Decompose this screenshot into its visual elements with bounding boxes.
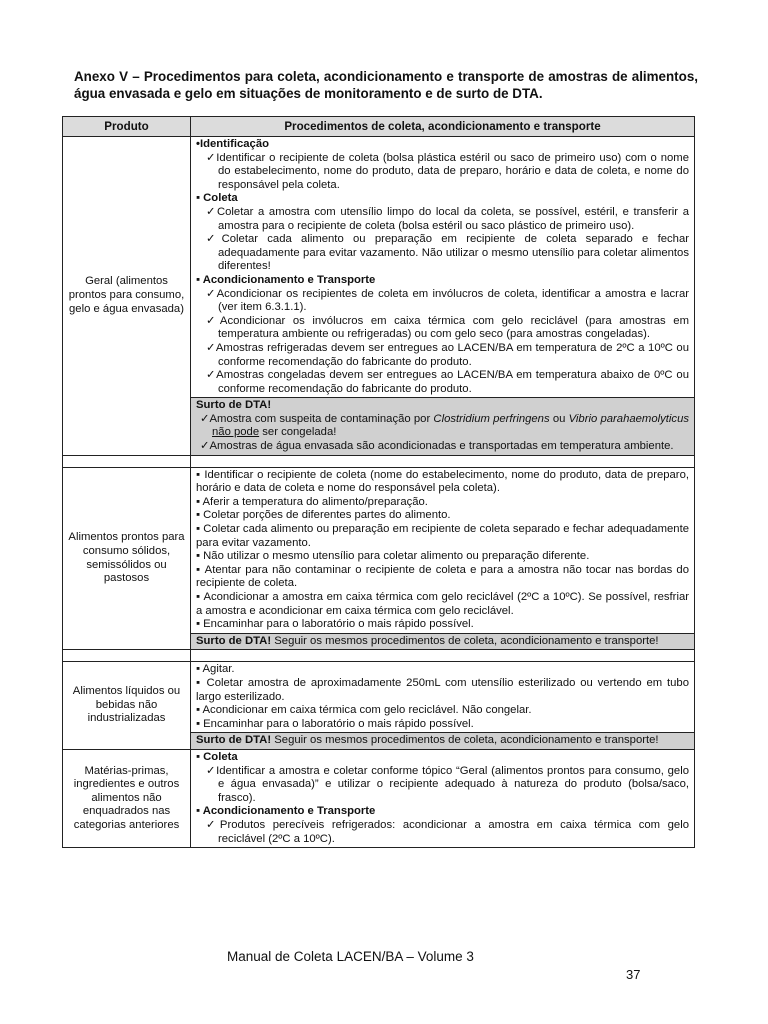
product-cell: Geral (alimentos prontos para consumo, gelo e água envasada) <box>63 137 191 456</box>
product-cell: Alimentos líquidos ou bebidas não industrializadas <box>63 662 191 750</box>
section-heading: ▪ Acondicionamento e Transporte <box>196 805 376 818</box>
procedures-cell <box>191 749 695 847</box>
procedures-cell <box>191 467 695 633</box>
check-item: ✓Coletar cada alimento ou preparação em recipiente de coleta separado e fechar adequadamente para evitar vazamento. Não utilizar o mesmo utensílio para coletar alimentos diferentes! <box>206 233 689 273</box>
table-row <box>63 749 695 847</box>
annex-title: Anexo V – Procedimentos para coleta, acondicionamento e transporte de amostras de alimentos, água envasada e gelo em situações de monitoramento e de surto de DTA. <box>74 69 698 101</box>
outbreak-cell: Surto de DTA! Seguir os mesmos procedimentos de coleta, acondicionamento e transporte! <box>191 633 695 650</box>
table-header-row <box>63 117 695 137</box>
page-number: 37 <box>626 967 641 982</box>
procedures-cell <box>191 137 695 398</box>
list-item: ▪ Não utilizar o mesmo utensílio para coletar alimento ou preparação diferente. <box>196 550 590 563</box>
list-item: ▪ Encaminhar para o laboratório o mais rápido possível. <box>196 618 474 631</box>
outbreak-cell <box>191 398 695 455</box>
check-item: ✓Identificar a amostra e coletar conforme tópico “Geral (alimentos prontos para consumo, gelo e água envasada)” e utilizar o recipiente adequado à natureza do produto (bolsa/saco, frasco). <box>206 764 689 804</box>
list-item: ▪ Coletar cada alimento ou preparação em recipiente de coleta separado e fechar adequadamente para evitar vazamento. <box>196 523 689 549</box>
list-item: ▪ Encaminhar para o laboratório o mais rápido possível. <box>196 717 474 730</box>
list-item: ▪ Aferir a temperatura do alimento/preparação. <box>196 495 428 508</box>
table-row <box>63 662 695 733</box>
check-item: ✓Amostras refrigeradas devem ser entregues ao LACEN/BA em temperatura de 2ºC a 10ºC ou conforme recomendação do fabricante do produto. <box>206 341 689 368</box>
check-item: ✓Amostras congeladas devem ser entregues ao LACEN/BA em temperatura abaixo de 0ºC ou conforme recomendação do fabricante do produto. <box>206 369 689 395</box>
check-item: ✓Identificar o recipiente de coleta (bolsa plástica estéril ou saco de primeiro uso) com o nome do estabelecimento, nome do produto, data de preparo, horário e data de coleta, e nome do responsável pela coleta. <box>206 151 689 191</box>
check-item: ✓Acondicionar os invólucros em caixa térmica com gelo reciclável (para amostras em temperatura ambiente ou refrigeradas) ou com gelo seco (para amostras congeladas). <box>206 314 689 341</box>
procedures-cell <box>191 662 695 733</box>
list-item: ▪ Agitar. <box>196 663 235 676</box>
product-cell: Matérias-primas, ingredientes e outros alimentos não enquadrados nas categorias anteriores <box>63 749 191 847</box>
section-heading: •Identificação <box>196 138 270 150</box>
list-item: ▪ Acondicionar em caixa térmica com gelo reciclável. Não congelar. <box>196 704 532 717</box>
section-heading: ▪ Coleta <box>196 750 238 763</box>
section-heading: ▪ Coleta <box>196 192 238 205</box>
check-item: ✓Produtos perecíveis refrigerados: acondicionar a amostra em caixa térmica com gelo reciclável (2ºC a 10ºC). <box>206 818 689 845</box>
table-row <box>63 137 695 398</box>
product-cell: Alimentos prontos para consumo sólidos, semissólidos ou pastosos <box>63 467 191 650</box>
spacer-row <box>63 455 695 467</box>
list-item: ▪ Acondicionar a amostra em caixa térmica com gelo reciclável (2ºC a 10ºC). Se possível, resfriar a amostra e acondicionar em caixa térmica com gelo reciclável. <box>196 591 689 617</box>
header-procedimentos: Procedimentos de coleta, acondicionamento e transporte <box>191 117 695 137</box>
check-item: ✓Amostra com suspeita de contaminação por Clostridium perfringens ou Vibrio parahaemolyticus não pode ser congelada! <box>200 412 690 439</box>
list-item: ▪ Identificar o recipiente de coleta (nome do estabelecimento, nome do produto, data de preparo, horário e data de coleta e nome do responsável pela coleta). <box>196 468 689 495</box>
list-item: ▪ Atentar para não contaminar o recipiente de coleta e para a amostra não tocar nas bordas do recipiente de coleta. <box>196 563 689 590</box>
procedures-table <box>62 116 695 848</box>
check-item: ✓Amostras de água envasada são acondicionadas e transportadas em temperatura ambiente. <box>200 440 674 453</box>
header-produto: Produto <box>63 117 191 137</box>
table-row <box>63 467 695 633</box>
outbreak-heading: Surto de DTA! <box>196 399 272 412</box>
outbreak-cell: Surto de DTA! Seguir os mesmos procedimentos de coleta, acondicionamento e transporte! <box>191 733 695 750</box>
document-footer: Manual de Coleta LACEN/BA – Volume 3 <box>227 949 474 964</box>
check-item: ✓Coletar a amostra com utensílio limpo do local da coleta, se possível, estéril, e transferir a amostra para o recipiente de coleta (bolsa estéril ou saco plástico de primeiro uso). <box>206 205 689 232</box>
list-item: ▪ Coletar amostra de aproximadamente 250mL com utensílio esterilizado ou vertendo em tubo largo esterilizado. <box>196 676 689 703</box>
section-heading: ▪ Acondicionamento e Transporte <box>196 273 376 286</box>
spacer-row <box>63 650 695 662</box>
check-item: ✓Acondicionar os recipientes de coleta em invólucros de coleta, identificar a amostra e lacrar (ver item 6.3.1.1). <box>206 287 689 314</box>
list-item: ▪ Coletar porções de diferentes partes do alimento. <box>196 509 451 522</box>
